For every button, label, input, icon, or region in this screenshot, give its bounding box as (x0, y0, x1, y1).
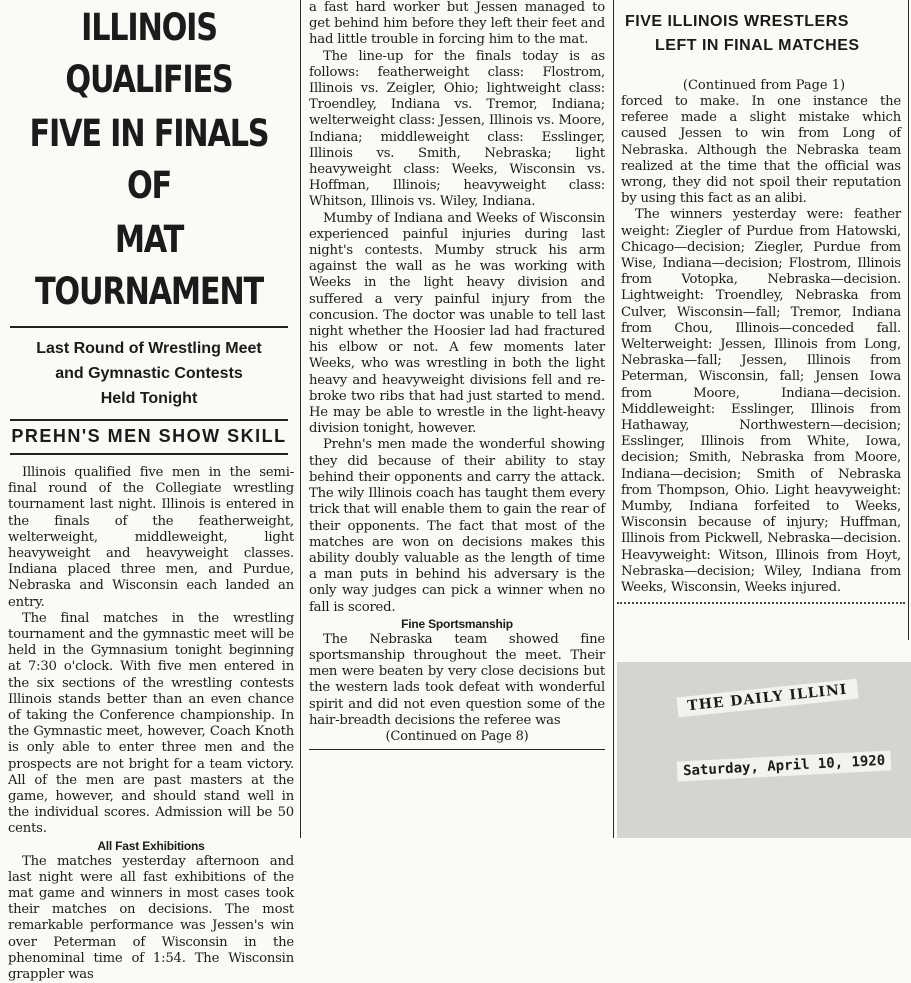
paragraph: The winners yesterday were: feather weight: Ziegler of Purdue from Hatowski, Chicago—decision; Ziegler, Purdue from Wise, Indiana—decision; Flostrom, Illinois from Votopka, Nebraska—decision. Lightweight: Troendley, Nebraska from Culver, Wisconsin—fall; Tremor, Indiana from Chou, Illinois—conceded fall. Welterweight: Jessen, Illinois from Long, Nebraska—fall; Jessen, Illinois from Peterman, Wisconsin, fall; Jensen Iowa from Moore, Indiana—decision. Middleweight: Esslinger, Illinois from Hathaway, Northwestern—decision; Esslinger, Illinois from White, Iowa, decision; Smith, Nebraska from Moore, Indiana—decision; Smith of Nebraska from Thompson, Ohio. Light heavyweight: Mumby, Indiana forfeited to Weeks, Wisconsin because of injury; Huffman, Illinois from Pickwell, Nebraska—decision. Heavyweight: Witson, Illinois from Hoyt, Nebraska—decision; Wiley, Indiana from Weeks, Wisconsin, Weeks injured. (621, 207, 901, 596)
headline-line: ILLINOIS QUALIFIES (65, 6, 233, 101)
deck-line: and Gymnastic Contests (55, 365, 243, 382)
column-rule (300, 0, 301, 838)
deck-divider (10, 453, 288, 455)
headline (0, 0, 298, 318)
paragraph: The matches yesterday afternoon and last night were all fast exhibitions of the mat game and winners in most cases took their matches on decisions. The most remarkable performance was Jessen's win over Peterman of Wisconsin in the phenominal time of 1:54. The Wisconsin grappler was (8, 853, 294, 983)
middle-column (303, 0, 611, 838)
deck-line: Last Round of Wrestling Meet (36, 340, 262, 357)
deck (4, 336, 294, 411)
deck-line: Held Tonight (100, 390, 198, 407)
left-article-column (0, 0, 298, 983)
article-body (621, 94, 901, 596)
article-body (309, 0, 605, 745)
paragraph: Prehn's men made the wonderful showing they did because of their ability to stay behind their opponents and carry the attack. The wily Illinois coach has taught them every trick that will enable them to gain the rear of their opponents. The fact that most of the matches are won on decisions makes this ability doubly valuable as the length of time a man puts in behind his adversary is the only way judges can pick a winner when no fall is scored. (309, 437, 605, 615)
subhead: Fine Sportsmanship (401, 616, 513, 631)
bottom-rule (309, 749, 605, 750)
column-rule (613, 0, 614, 838)
headline-line: MAT TOURNAMENT (34, 218, 264, 313)
subhead: All Fast Exhibitions (97, 838, 205, 853)
secondary-deck: PREHN'S MEN SHOW SKILL (11, 426, 287, 446)
newspaper-name: THE DAILY ILLINI (676, 679, 858, 718)
paragraph: forced to make. In one instance the referee made a slight mistake which caused Jessen to win from Long of Nebraska. Although the Nebraska team realized at the time that the official was wrong, they did not spoil their reputation by using this fact as an alibi. (621, 94, 901, 207)
paragraph: The Nebraska team showed fine sportsmanship throughout the meet. Their men were beaten by very close decisions but the western lads took defeat with wonderful spirit and did not even question some of the hair-breadth decisions the referee was (309, 631, 605, 728)
paragraph: a fast hard worker but Jessen managed to get behind him before they left their feet and had little trouble in forcing him to the mat. (309, 0, 605, 48)
archive-stamp (617, 662, 911, 838)
jump-headline-line: LEFT IN FINAL MATCHES (655, 37, 860, 54)
paragraph: The line-up for the finals today is as follows: featherweight class: Flostrom, Illinois vs. Zeigler, Ohio; lightweight class: Troendley, Indiana vs. Tremor, Indiana; welterweight class: Jessen, Illinois vs. Moore, Indiana; middleweight class: Esslinger, Illinois vs. Smith, Nebraska; light heavyweight class: Weeks, Wisconsin vs. Hoffman, Illinois; heavyweight class: Whitson, Illinois vs. Wiley, Indiana. (309, 48, 605, 210)
dotted-rule (617, 602, 905, 604)
paragraph: Mumby of Indiana and Weeks of Wisconsin experienced painful injuries during last night's contests. Mumby struck his arm against the wall as he was working with Weeks in the light heavy division and suffered a very painful injury from the concusion. The doctor was unable to tell last night whether the Hoosier lad had fractured his elbow or not. A few moments later Weeks, who was wrestling in both the light heavy and heavyweight divisions fell and re-broke two ribs that had just started to mend. He may be able to wrestle in the light-heavy division tonight, however. (309, 210, 605, 437)
paragraph: Illinois qualified five men in the semi-final round of the Collegiate wrestling tournament last night. Illinois is entered in the finals of the featherweight, welterweight, middleweight, light heavyweight and heavyweight classes. Indiana placed three men, and Purdue, Nebraska and Wisconsin each landed an entry. (8, 465, 294, 610)
issue-date: Saturday, April 10, 1920 (677, 750, 892, 781)
article-body (8, 465, 294, 983)
deck-divider (10, 419, 288, 421)
headline-line: FIVE IN FINALS OF (29, 112, 269, 207)
headline-divider (10, 326, 288, 328)
jump-headline-line: FIVE ILLINOIS WRESTLERS (625, 13, 849, 30)
continued-line: (Continued on Page 8) (385, 728, 529, 744)
paragraph: The final matches in the wrestling tournament and the gymnastic meet will be held in the Gymnasium tonight beginning at 7:30 o'clock. With five men entered in the six sections of the wrestling contests Illinois stands better than an even chance of taking the Conference championship. In the Gymnastic meet, however, Coach Knoth is only able to enter three men and the prospects are not bright for a team victory. All of the men are past masters at the game, however, and should stand well in the individual scores. Admission will be 50 cents. (8, 610, 294, 837)
continued-from-line: (Continued from Page 1) (682, 78, 846, 93)
